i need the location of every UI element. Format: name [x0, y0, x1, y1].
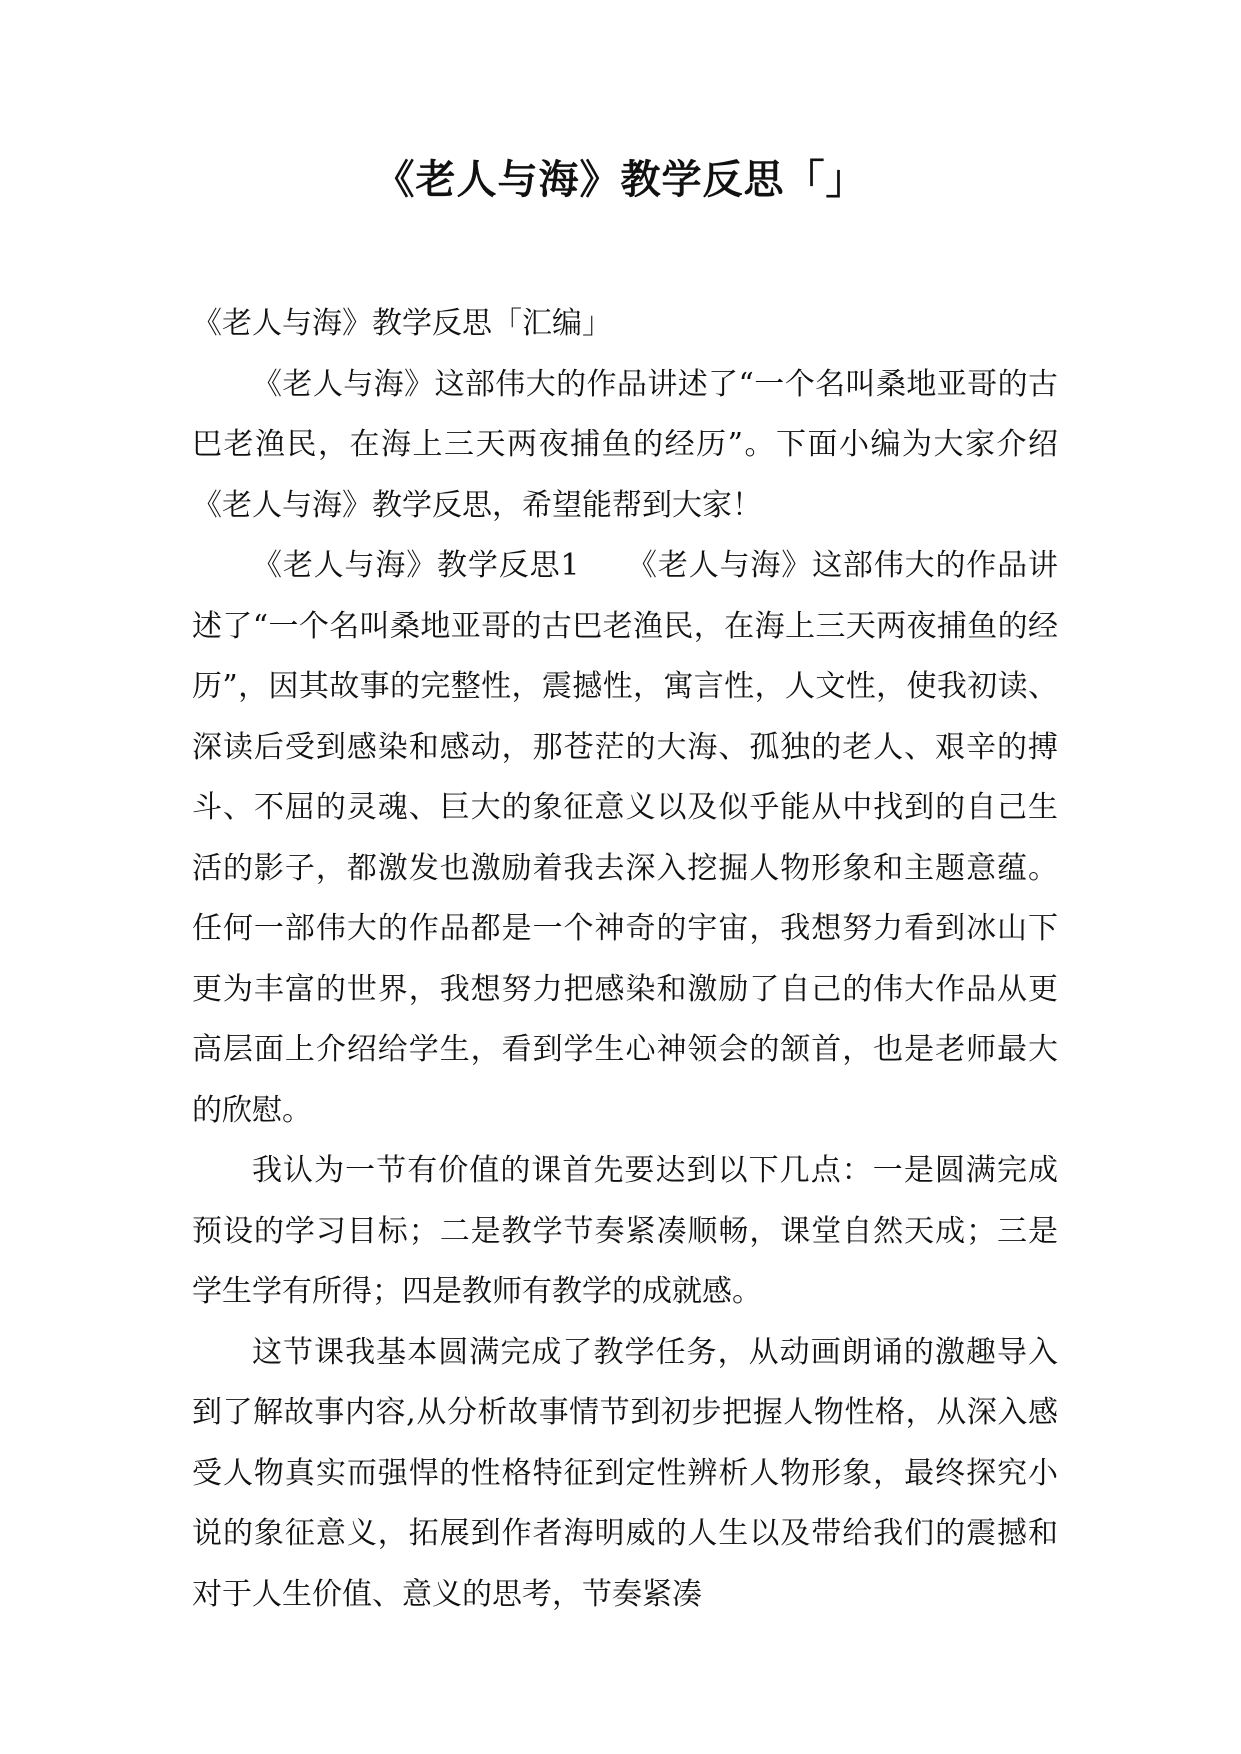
document-body	[192, 294, 1058, 1625]
paragraph: 《老人与海》教学反思1 《老人与海》这部伟大的作品讲述了“一个名叫桑地亚哥的古巴老渔民，在海上三天两夜捕鱼的经历”，因其故事的完整性，震撼性，寓言性，人文性，使我初读、深读后受到感染和感动，那苍茫的大海、孤独的老人、艰辛的搏斗、不屈的灵魂、巨大的象征意义以及似乎能从中找到的自己生活的影子，都激发也激励着我去深入挖掘人物形象和主题意蕴。任何一部伟大的作品都是一个神奇的宇宙，我想努力看到冰山下更为丰富的世界，我想努力把感染和激励了自己的伟大作品从更高层面上介绍给学生，看到学生心神领会的颔首，也是老师最大的欣慰。	[192, 548, 1058, 1128]
paragraph: 《老人与海》这部伟大的作品讲述了“一个名叫桑地亚哥的古巴老渔民，在海上三天两夜捕鱼的经历”。下面小编为大家介绍《老人与海》教学反思，希望能帮到大家！	[192, 366, 1058, 523]
document-subtitle: 《老人与海》教学反思「汇编」	[192, 306, 612, 341]
document-title: 《老人与海》教学反思「」	[374, 156, 867, 203]
paragraph: 我认为一节有价值的课首先要达到以下几点：一是圆满完成预设的学习目标；二是教学节奏紧凑顺畅，课堂自然天成；三是学生学有所得；四是教师有教学的成就感。	[192, 1153, 1058, 1309]
paragraph: 这节课我基本圆满完成了教学任务，从动画朗诵的激趣导入到了解故事内容,从分析故事情节到初步把握人物性格，从深入感受人物真实而强悍的性格特征到定性辨析人物形象，最终探究小说的象征意义，拓展到作者海明威的人生以及带给我们的震撼和对于人生价值、意义的思考，节奏紧凑	[192, 1334, 1058, 1612]
